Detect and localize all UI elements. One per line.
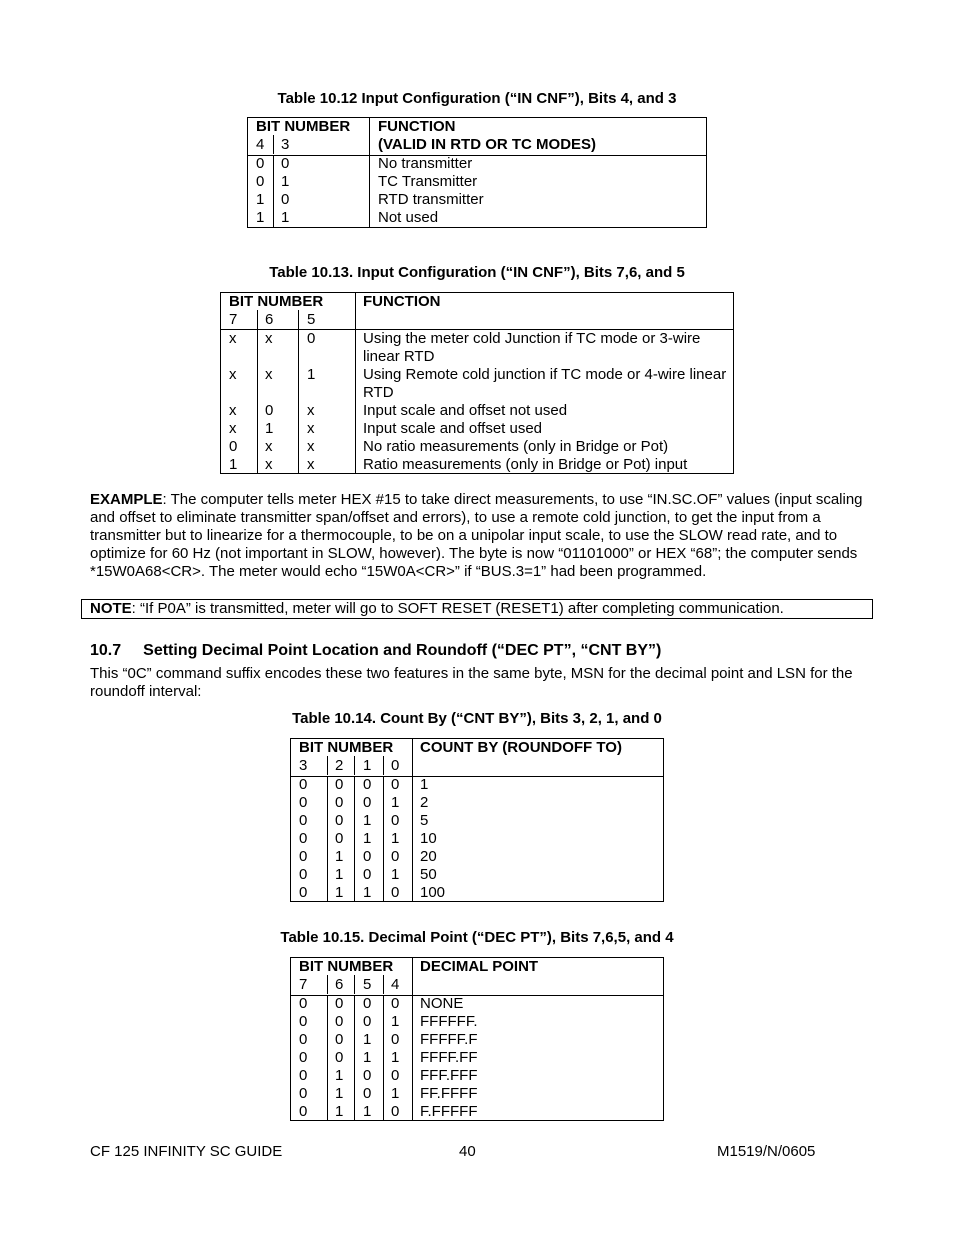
bit-label: 7 bbox=[299, 976, 308, 993]
bit-value: 0 bbox=[229, 438, 238, 455]
bit-value: 0 bbox=[299, 1103, 308, 1120]
example-label: EXAMPLE bbox=[90, 491, 163, 508]
function-header: FUNCTION bbox=[378, 118, 456, 135]
bit-value: x bbox=[307, 438, 315, 455]
bit-value: 1 bbox=[307, 366, 316, 383]
function-cell: RTD transmitter bbox=[378, 191, 484, 208]
bit-value: 0 bbox=[256, 155, 265, 172]
bit-value: x bbox=[229, 402, 237, 419]
bit-value: 1 bbox=[363, 1031, 372, 1048]
bit-value: 0 bbox=[391, 1067, 400, 1084]
function-cell: 1 bbox=[420, 776, 429, 793]
bit-value: 0 bbox=[391, 1103, 400, 1120]
bit-label: 6 bbox=[335, 976, 344, 993]
bit-value: 1 bbox=[391, 866, 400, 883]
bit-value: 1 bbox=[335, 884, 344, 901]
bit-value: 0 bbox=[299, 794, 308, 811]
bit-value: 1 bbox=[335, 1103, 344, 1120]
bit-value: 0 bbox=[335, 812, 344, 829]
function-cell: Not used bbox=[378, 209, 439, 226]
section-number: 10.7 bbox=[90, 642, 122, 659]
table-10-15 bbox=[290, 957, 664, 1121]
bit-value: 0 bbox=[299, 1067, 308, 1084]
bit-value: 1 bbox=[391, 1049, 400, 1066]
bit-value: 0 bbox=[299, 848, 308, 865]
table-10-14-caption: Table 10.14. Count By (“CNT BY”), Bits 3, 2, 1, and 0 bbox=[292, 710, 662, 727]
bit-number-header: BIT NUMBER bbox=[256, 118, 351, 135]
bit-value: 1 bbox=[391, 1013, 400, 1030]
bit-value: 1 bbox=[256, 209, 265, 226]
table-10-13 bbox=[220, 292, 734, 474]
example-paragraph bbox=[90, 491, 865, 581]
bit-value: 0 bbox=[363, 866, 372, 883]
note-label: NOTE bbox=[90, 600, 132, 617]
bit-value: 0 bbox=[299, 776, 308, 793]
bit-number-header: BIT NUMBER bbox=[299, 958, 394, 975]
function-cell: 10 bbox=[420, 830, 437, 847]
bit-value: 0 bbox=[299, 830, 308, 847]
function-cell: FFF.FFF bbox=[420, 1067, 478, 1084]
bit-value: 0 bbox=[391, 776, 400, 793]
function-cell: FFFF.FF bbox=[420, 1049, 478, 1066]
bit-value: x bbox=[229, 330, 237, 347]
bit-value: x bbox=[229, 366, 237, 383]
bit-value: x bbox=[265, 456, 273, 473]
function-cell: FFFFF.F bbox=[420, 1031, 478, 1048]
function-cell: 5 bbox=[420, 812, 429, 829]
bit-value: 0 bbox=[391, 995, 400, 1012]
bit-value: x bbox=[229, 420, 237, 437]
bit-value: 0 bbox=[391, 1031, 400, 1048]
example-text: : The computer tells meter HEX #15 to take direct measurements, to use “IN.SC.OF” values (input scaling and offset to eliminate transmitter span/offset and errors), to use a remote cold junction, to get the input from a transmitter but to linearize for a thermocouple, to be on a unipolar input scale, to use the SLOW read rate, and to optimize for 60 Hz (not important in SLOW, however). The byte is now “01101000” or HEX “68”; the computer sends *15W0A68<CR>. The meter would echo “15W0A<CR>” if “BUS.3=1” had been programmed. bbox=[90, 491, 863, 580]
table-10-13-caption: Table 10.13. Input Configuration (“IN CNF”), Bits 7,6, and 5 bbox=[269, 264, 685, 281]
function-cell: 20 bbox=[420, 848, 437, 865]
function-cell: NONE bbox=[420, 995, 464, 1012]
bit-label: 3 bbox=[299, 757, 308, 774]
function-cell: No ratio measurements (only in Bridge or Pot) bbox=[363, 438, 669, 455]
bit-value: 0 bbox=[299, 1031, 308, 1048]
function-cell: Using Remote cold junction if TC mode or 4-wire linear RTD bbox=[363, 366, 727, 401]
bit-value: 0 bbox=[363, 794, 372, 811]
bit-value: 0 bbox=[335, 794, 344, 811]
bit-label: 6 bbox=[265, 311, 274, 328]
bit-value: 0 bbox=[281, 155, 290, 172]
bit-label: 3 bbox=[281, 136, 290, 153]
table-10-12-caption: Table 10.12 Input Configuration (“IN CNF”), Bits 4, and 3 bbox=[277, 90, 677, 107]
bit-value: x bbox=[307, 456, 315, 473]
bit-value: 1 bbox=[265, 420, 274, 437]
function-cell: 50 bbox=[420, 866, 437, 883]
bit-value: 0 bbox=[363, 995, 372, 1012]
bit-value: 0 bbox=[299, 1049, 308, 1066]
bit-value: x bbox=[307, 402, 315, 419]
bit-label: 1 bbox=[363, 757, 372, 774]
bit-value: 0 bbox=[281, 191, 290, 208]
bit-value: 0 bbox=[299, 1013, 308, 1030]
bit-value: 1 bbox=[281, 209, 290, 226]
function-cell: 2 bbox=[420, 794, 429, 811]
bit-value: 1 bbox=[391, 794, 400, 811]
bit-value: 1 bbox=[391, 1085, 400, 1102]
function-cell: TC Transmitter bbox=[378, 173, 478, 190]
bit-value: 0 bbox=[363, 776, 372, 793]
bit-value: 1 bbox=[335, 848, 344, 865]
bit-value: 0 bbox=[363, 848, 372, 865]
bit-number-header: BIT NUMBER bbox=[299, 739, 394, 756]
bit-value: 0 bbox=[391, 884, 400, 901]
bit-value: 1 bbox=[363, 1049, 372, 1066]
bit-value: 0 bbox=[335, 1013, 344, 1030]
function-cell: F.FFFFF bbox=[420, 1103, 478, 1120]
bit-number-header: BIT NUMBER bbox=[229, 293, 324, 310]
bit-value: 0 bbox=[363, 1085, 372, 1102]
section-intro: This “0C” command suffix encodes these two features in the same byte, MSN for the decimal point and LSN for the roundoff interval: bbox=[90, 665, 853, 700]
function-cell: FF.FFFF bbox=[420, 1085, 478, 1102]
table-10-12 bbox=[247, 117, 707, 228]
bit-label: 5 bbox=[307, 311, 316, 328]
section-title: Setting Decimal Point Location and Roundoff (“DEC PT”, “CNT BY”) bbox=[143, 642, 662, 659]
bit-label: 7 bbox=[229, 311, 238, 328]
bit-value: 0 bbox=[299, 884, 308, 901]
bit-value: 1 bbox=[363, 1103, 372, 1120]
bit-label: 5 bbox=[363, 976, 372, 993]
table-10-14 bbox=[290, 738, 664, 902]
bit-value: 1 bbox=[391, 830, 400, 847]
bit-value: 1 bbox=[256, 191, 265, 208]
bit-value: x bbox=[307, 420, 315, 437]
function-header: FUNCTION bbox=[363, 293, 441, 310]
section-heading bbox=[90, 641, 661, 661]
bit-value: 0 bbox=[335, 776, 344, 793]
bit-value: 0 bbox=[299, 812, 308, 829]
bit-value: 0 bbox=[363, 1013, 372, 1030]
table-10-15-caption: Table 10.15. Decimal Point (“DEC PT”), Bits 7,6,5, and 4 bbox=[280, 929, 674, 946]
bit-value: 1 bbox=[335, 1085, 344, 1102]
function-cell: 100 bbox=[420, 884, 446, 901]
function-cell: Using the meter cold Junction if TC mode or 3-wire linear RTD bbox=[363, 330, 701, 365]
function-header: COUNT BY (ROUNDOFF TO) bbox=[420, 739, 622, 756]
bit-value: 0 bbox=[307, 330, 316, 347]
bit-value: 1 bbox=[281, 173, 290, 190]
function-cell: Ratio measurements (only in Bridge or Pot) input bbox=[363, 456, 688, 473]
footer-right: M1519/N/0605 bbox=[717, 1143, 816, 1160]
bit-value: 1 bbox=[335, 866, 344, 883]
bit-value: 0 bbox=[335, 995, 344, 1012]
bit-value: 0 bbox=[299, 995, 308, 1012]
bit-value: 1 bbox=[363, 884, 372, 901]
bit-value: 0 bbox=[299, 1085, 308, 1102]
footer-left: CF 125 INFINITY SC GUIDE bbox=[90, 1143, 283, 1160]
function-header: DECIMAL POINT bbox=[420, 958, 539, 975]
bit-value: 0 bbox=[335, 1031, 344, 1048]
bit-label: 2 bbox=[335, 757, 344, 774]
function-cell: No transmitter bbox=[378, 155, 473, 172]
bit-label: 0 bbox=[391, 757, 400, 774]
function-cell: FFFFFF. bbox=[420, 1013, 478, 1030]
note-box bbox=[81, 599, 873, 619]
bit-value: x bbox=[265, 330, 273, 347]
bit-value: 0 bbox=[335, 830, 344, 847]
bit-value: 0 bbox=[256, 173, 265, 190]
footer-page-number: 40 bbox=[459, 1143, 476, 1160]
bit-value: 0 bbox=[391, 812, 400, 829]
bit-value: 0 bbox=[363, 1067, 372, 1084]
bit-value: 0 bbox=[391, 848, 400, 865]
bit-value: 0 bbox=[265, 402, 274, 419]
function-cell: Input scale and offset not used bbox=[363, 402, 568, 419]
bit-label: 4 bbox=[256, 136, 265, 153]
bit-value: 0 bbox=[299, 866, 308, 883]
bit-value: 0 bbox=[335, 1049, 344, 1066]
function-header-sub: (VALID IN RTD OR TC MODES) bbox=[378, 136, 597, 153]
bit-value: 1 bbox=[335, 1067, 344, 1084]
bit-value: 1 bbox=[363, 830, 372, 847]
bit-value: 1 bbox=[229, 456, 238, 473]
bit-value: x bbox=[265, 438, 273, 455]
bit-label: 4 bbox=[391, 976, 400, 993]
note-text: : “If P0A” is transmitted, meter will go to SOFT RESET (RESET1) after completing communication. bbox=[131, 600, 784, 617]
function-cell: Input scale and offset used bbox=[363, 420, 543, 437]
bit-value: 1 bbox=[363, 812, 372, 829]
bit-value: x bbox=[265, 366, 273, 383]
